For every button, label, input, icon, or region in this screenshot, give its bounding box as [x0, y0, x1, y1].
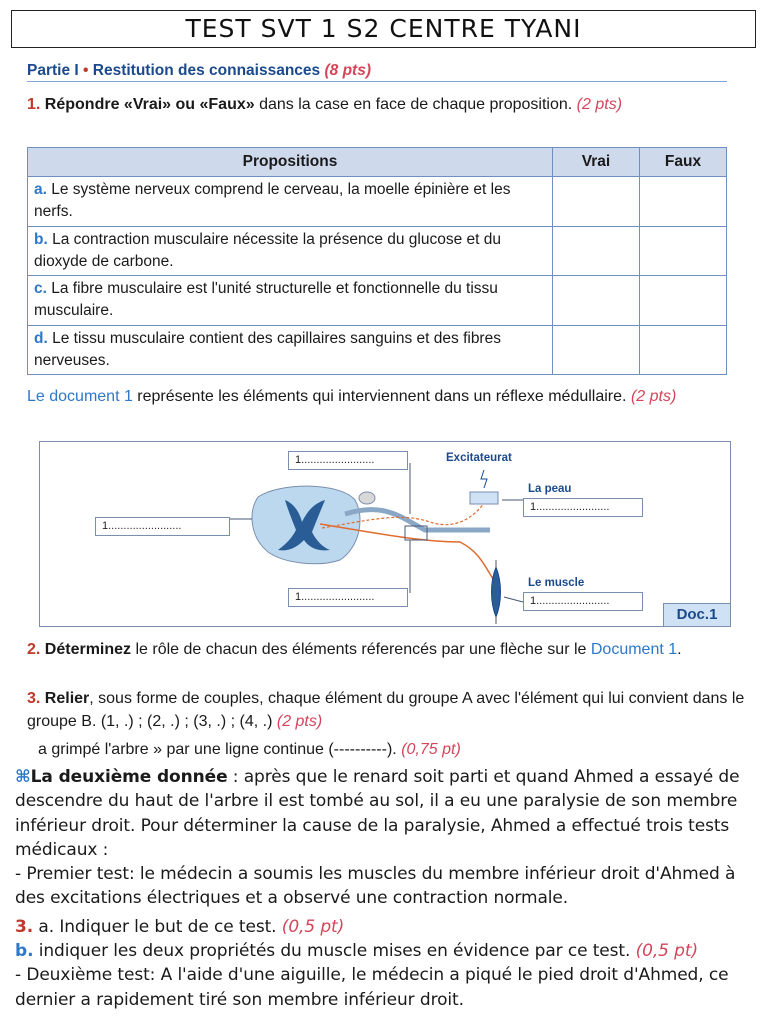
proposition-text: La fibre musculaire est l'unité structurelle et fonctionnelle du tissu musculaire.	[34, 280, 498, 320]
page-title: TEST SVT 1 S2 CENTRE TYANI	[11, 10, 756, 48]
question-2-link: Document 1	[590, 641, 678, 658]
question-1-points: (2 pts)	[576, 96, 623, 113]
question-3-number: 3.	[27, 690, 41, 707]
skin-shape	[470, 492, 498, 504]
document-link: Le document 1	[27, 388, 133, 405]
vrai-answer-box[interactable]	[553, 226, 640, 276]
muscle-arrow-line	[504, 597, 523, 602]
question-2	[27, 638, 747, 662]
question-3a-points: (0,5 pt)	[281, 916, 345, 937]
fragment-text: a grimpé l'arbre » par une ligne continue (----------).	[38, 741, 397, 758]
table-row	[28, 226, 727, 276]
section-name: Restitution des connaissances	[92, 62, 321, 79]
propositions-table	[27, 147, 727, 375]
question-3a-text: a. Indiquer le but de ce test.	[33, 916, 277, 937]
cross-marker-icon: ⌘	[15, 767, 31, 787]
section-points: (8 pts)	[324, 62, 371, 79]
document-tag: Doc.1	[663, 603, 730, 626]
question-3b-letter: b.	[15, 941, 34, 962]
header-vrai: Vrai	[553, 148, 640, 177]
reflex-diagram	[39, 441, 731, 627]
vrai-answer-box[interactable]	[553, 276, 640, 326]
fragment-points: (0,75 pt)	[401, 741, 461, 758]
label-box-left[interactable]: 1........................	[95, 517, 230, 536]
proposition-letter: c.	[34, 280, 47, 298]
label-box-peau[interactable]: 1........................	[523, 498, 643, 517]
proposition-text: La contraction musculaire nécessite la présence du glucose et du dioxyde de carbone.	[34, 230, 501, 270]
header-faux: Faux	[640, 148, 727, 177]
question-3a	[15, 915, 755, 939]
label-box-muscle[interactable]: 1........................	[523, 592, 643, 611]
proposition-letter: d.	[34, 329, 48, 347]
proposition-text: Le tissu musculaire contient des capillaires sanguins et des fibres nerveuses.	[34, 329, 501, 369]
proposition-cell	[28, 325, 553, 375]
proposition-text: Le système nerveux comprend le cerveau, la moelle épinière et les nerfs.	[34, 181, 511, 221]
proposition-letter: b.	[34, 230, 48, 248]
label-box-bottom[interactable]: 1........................	[288, 588, 408, 607]
question-1	[27, 93, 747, 116]
question-3-verb: Relier	[44, 690, 90, 707]
fragment-line	[38, 741, 461, 759]
question-1-text: dans la case en face de chaque proposition.	[254, 96, 573, 113]
proposition-cell	[28, 226, 553, 276]
vrai-answer-box[interactable]	[553, 177, 640, 227]
proposition-cell	[28, 276, 553, 326]
faux-answer-box[interactable]	[640, 325, 727, 375]
label-box-top[interactable]: 1........................	[288, 451, 408, 470]
question-3b-text: indiquer les deux propriétés du muscle mises en évidence par ce test.	[33, 941, 631, 962]
question-3b	[15, 939, 755, 963]
stimulus-bolt-icon	[481, 470, 487, 488]
question-3b-points: (0,5 pt)	[635, 941, 698, 962]
faux-answer-box[interactable]	[640, 276, 727, 326]
second-data-paragraph	[15, 765, 755, 862]
second-data-section	[15, 765, 755, 1012]
question-2-verb: Déterminez	[44, 641, 132, 658]
question-2-end: .	[677, 641, 682, 658]
table-row	[28, 325, 727, 375]
document-intro-points: (2 pts)	[630, 388, 677, 405]
ganglion-shape	[359, 492, 375, 504]
faux-answer-box[interactable]	[640, 226, 727, 276]
question-1-number: 1.	[27, 96, 41, 113]
muscle-label: Le muscle	[528, 577, 585, 589]
question-3	[27, 687, 747, 733]
proposition-cell	[28, 177, 553, 227]
vrai-answer-box[interactable]	[553, 325, 640, 375]
question-2-text: le rôle de chacun des éléments réferencés par une flèche sur le	[131, 641, 591, 658]
muscle-shape	[492, 567, 501, 617]
section-bullet: •	[83, 62, 89, 79]
section-heading	[27, 62, 371, 80]
section-label: Partie I	[27, 62, 79, 79]
test-1-paragraph: - Premier test: le médecin a soumis les muscles du membre inférieur droit d'Ahmed à des excitations électriques et a observé une contraction normale.	[15, 864, 736, 909]
second-data-text: : après que le renard soit parti et quand Ahmed a essayé de descendre du haut de l'arbre il est tombé au sol, il a eu une paralysie de son membre inférieur droit. Pour déterminer la cause de la paralysie, Ahmed a effectué trois tests médicaux :	[15, 767, 740, 860]
section-divider	[27, 81, 727, 82]
table-row	[28, 177, 727, 227]
peau-label: La peau	[528, 483, 572, 495]
document-intro	[27, 385, 747, 408]
second-data-heading: La deuxième donnée	[30, 767, 228, 787]
proposition-letter: a.	[34, 181, 47, 199]
question-1-instruction: Répondre «Vrai» ou «Faux»	[44, 96, 255, 113]
faux-answer-box[interactable]	[640, 177, 727, 227]
excitateurat-label: Excitateurat	[446, 452, 512, 464]
document-intro-text: représente les éléments qui interviennent dans un réflexe médullaire.	[132, 388, 627, 405]
header-propositions: Propositions	[28, 148, 553, 177]
question-3-points: (2 pts)	[276, 713, 323, 730]
test-2-paragraph: - Deuxième test: A l'aide d'une aiguille, le médecin a piqué le pied droit d'Ahmed, ce dernier a rapidement tiré son membre inférieur droit.	[15, 965, 729, 1010]
question-2-number: 2.	[27, 641, 41, 658]
table-row	[28, 276, 727, 326]
question-3a-number: 3.	[15, 916, 34, 937]
question-3-text: , sous forme de couples, chaque élément du groupe A avec l'élément qui lui convient dans le groupe B. (1, .) ; (2, .) ; (3, .) ; (4, .)	[27, 690, 745, 730]
